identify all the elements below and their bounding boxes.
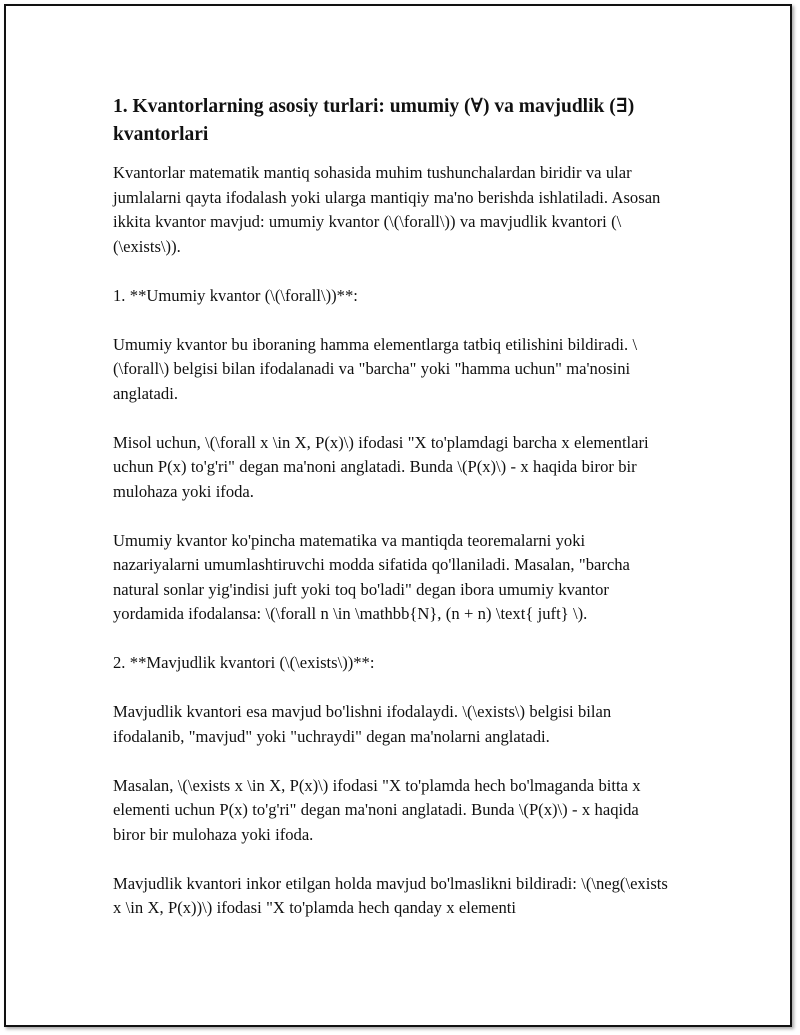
intro-paragraph: Kvantorlar matematik mantiq sohasida muhim tushunchalardan biridir va ular jumlalarni qayta ifodalash yoki ularga mantiqiy ma'no berishda ishlatiladi. Asosan ikkita kvantor mavjud: umumiy kvantor (\(\forall\)) va mavjudlik kvantori (\(\exists\)). [113, 163, 661, 256]
document-body [113, 93, 673, 945]
existential-quantifier-definition: Mavjudlik kvantori esa mavjud bo'lishni ifodalaydi. \(\exists\) belgisi bilan ifodalanib, "mavjud" yoki "uchraydi" degan ma'nolarni anglatadi. [113, 702, 612, 746]
universal-quantifier-definition: Umumiy kvantor bu iboraning hamma elementlarga tatbiq etilishini bildiradi. \(\forall\) belgisi bilan ifodalanadi va "barcha" yoki "hamma uchun" ma'nosini anglatadi. [113, 334, 638, 403]
universal-quantifier-heading: 1. **Umumiy kvantor (\(\forall\))**: [113, 285, 358, 305]
existential-quantifier-example: Masalan, \(\exists x \in X, P(x)\) ifodasi "X to'plamda hech bo'lmaganda bitta x elementi uchun P(x) to'g'ri" degan ma'noni anglatadi. Bunda \(P(x)\) - x haqida biror bir mulohaza yoki ifoda. [113, 775, 641, 844]
existential-quantifier-negation: Mavjudlik kvantori inkor etilgan holda mavjud bo'lmaslikni bildiradi: \(\neg(\exists x \in X, P(x))\) ifodasi "X to'plamda hech qanday x elementi [113, 873, 668, 917]
section-heading: 1. Kvantorlarning asosiy turlari: umumiy (∀) va mavjudlik (∃) kvantorlari [113, 96, 635, 145]
universal-quantifier-usage: Umumiy kvantor ko'pincha matematika va mantiqda teoremalarni yoki nazariyalarni umumlashtiruvchi modda sifatida qo'llaniladi. Masalan, "barcha natural sonlar yig'indisi juft yoki toq bo'ladi" degan ibora umumiy kvantor yordamida ifodalansa: \(\forall n \in \mathbb{N}, (n + n) \text{ juft} \). [113, 530, 630, 623]
existential-quantifier-heading: 2. **Mavjudlik kvantori (\(\exists\))**: [113, 653, 375, 672]
universal-quantifier-example: Misol uchun, \(\forall x \in X, P(x)\) ifodasi "X to'plamdagi barcha x elementlari uchun P(x) to'g'ri" degan ma'noni anglatadi. Bunda \(P(x)\) - x haqida biror bir mulohaza yoki ifoda. [113, 432, 649, 501]
